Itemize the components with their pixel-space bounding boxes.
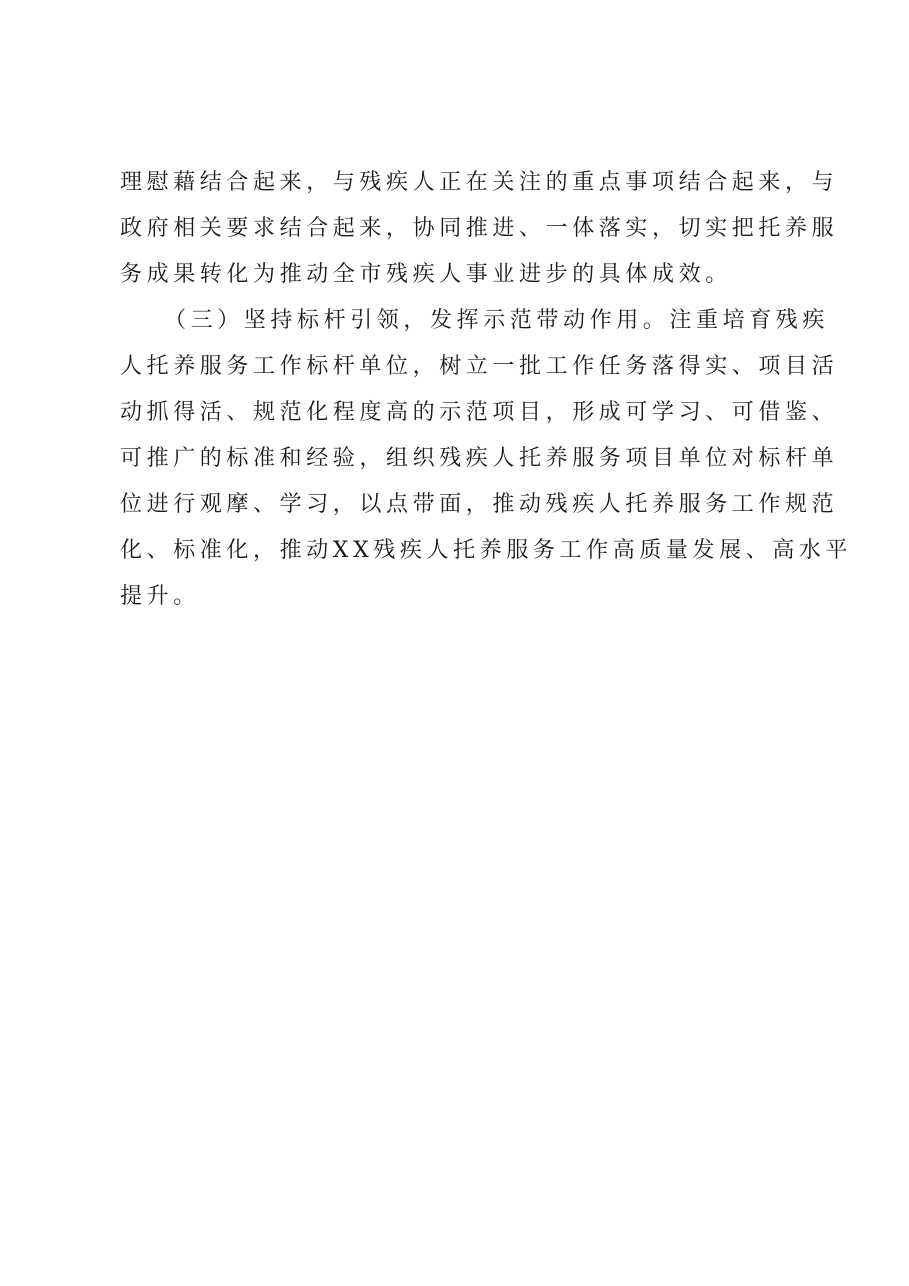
text-line: 位进行观摩、学习，以点带面，推动残疾人托养服务工作规范 bbox=[120, 492, 839, 517]
text-line-heading: （三）坚持标杆引领，发挥示范带动作用。注重培育残疾 bbox=[164, 308, 830, 333]
paragraph-section-three bbox=[120, 298, 853, 620]
text-line: 化、标准化，推动XX残疾人托养服务工作高质量发展、高水平 bbox=[120, 538, 853, 563]
text-line: 务成果转化为推动全市残疾人事业进步的具体成效。 bbox=[120, 262, 732, 287]
text-line: 政府相关要求结合起来，协同推进、一体落实，切实把托养服 bbox=[120, 216, 839, 241]
text-line: 理慰藉结合起来，与残疾人正在关注的重点事项结合起来，与 bbox=[120, 170, 839, 195]
text-line: 动抓得活、规范化程度高的示范项目，形成可学习、可借鉴、 bbox=[120, 400, 839, 425]
text-line: 提升。 bbox=[120, 584, 200, 609]
document-body bbox=[120, 160, 853, 620]
paragraph-continuation bbox=[120, 160, 839, 298]
text-line: 可推广的标准和经验，组织残疾人托养服务项目单位对标杆单 bbox=[120, 446, 839, 471]
text-line: 人托养服务工作标杆单位，树立一批工作任务落得实、项目活 bbox=[120, 354, 839, 379]
